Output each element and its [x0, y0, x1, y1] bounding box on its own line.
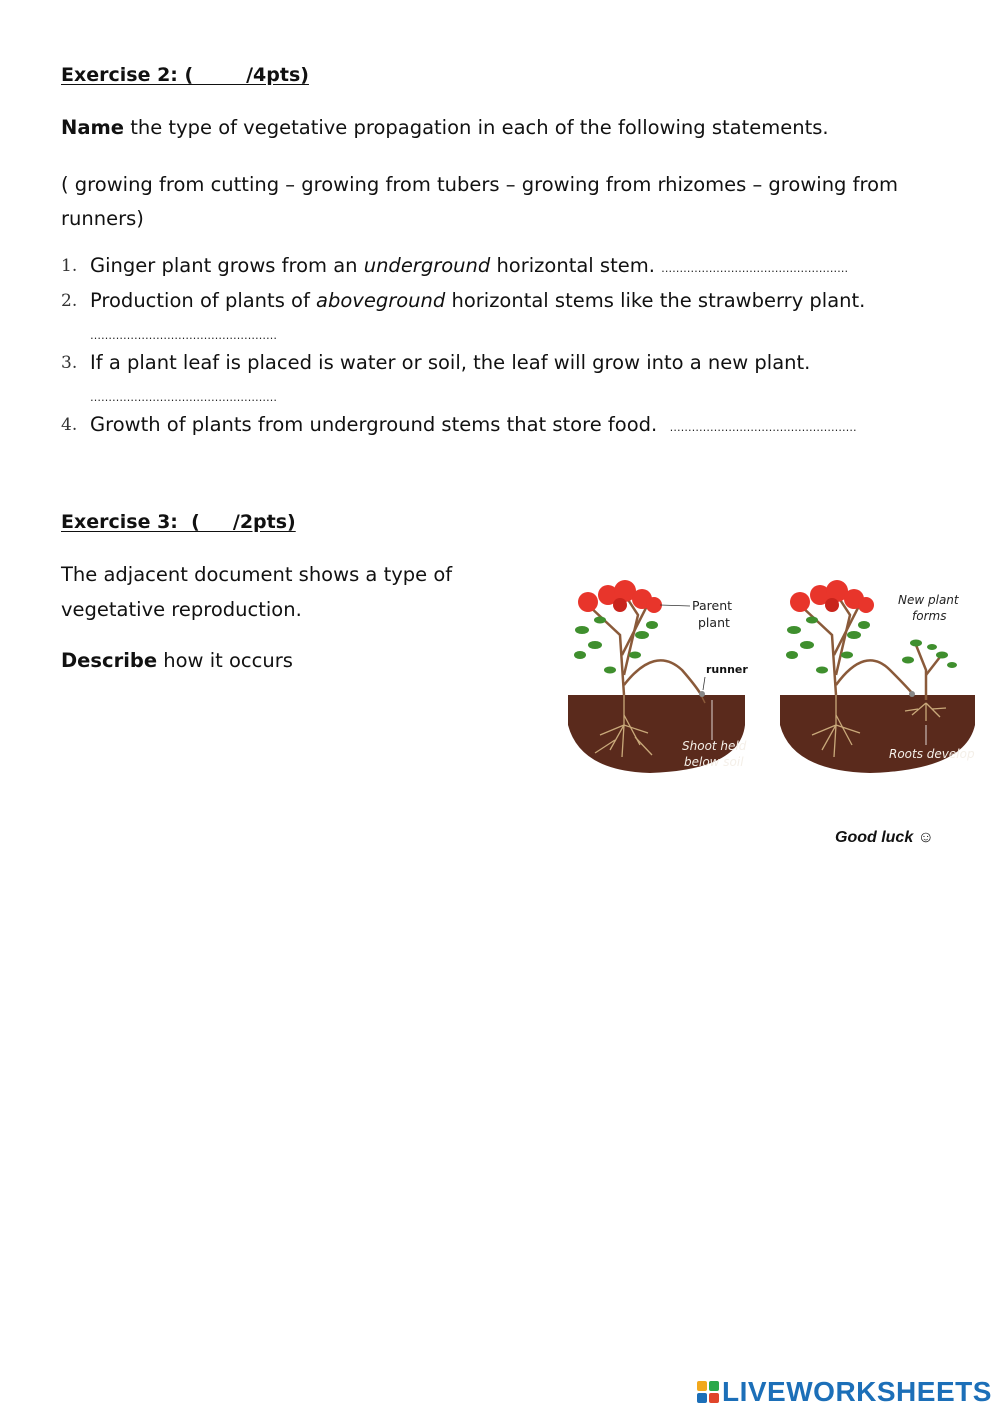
runner-label: runner: [706, 663, 748, 676]
leaves-right: [786, 617, 957, 674]
runner-stem-right: [836, 660, 912, 693]
roots-develop-label: Roots develop: [889, 747, 975, 761]
shoot-label-1: Shoot held: [682, 739, 747, 753]
item-2-emphasis: aboveground: [316, 289, 446, 312]
item-1-text-end: horizontal stem.: [490, 254, 662, 277]
item-2-text-end: horizontal stems like the strawberry plant.: [445, 289, 866, 312]
exercise-3-heading: Exercise 3: ( /2pts): [61, 511, 296, 533]
item-3-statement: If a plant leaf is placed is water or soil, the leaf will grow into a new plant.: [90, 351, 811, 374]
item-2-answer-blank[interactable]: ……………………………………………: [90, 329, 277, 342]
runner-peg-right: [909, 691, 915, 697]
item-4-statement: [90, 412, 857, 441]
item-1-emphasis: underground: [363, 254, 491, 277]
describe-text: how it occurs: [157, 649, 293, 672]
good-luck-note: Good luck ☺: [835, 829, 935, 846]
soil-right: [780, 695, 975, 773]
runner-stem-left: [624, 660, 700, 693]
runner-peg-left: [699, 691, 705, 697]
item-2-number: 2.: [61, 291, 78, 311]
item-1-statement: [90, 253, 848, 282]
item-1-number: 1.: [61, 256, 78, 276]
exercise-3-prompt: [61, 648, 293, 674]
exercise-2-instruction: [61, 115, 829, 141]
item-1-answer-blank[interactable]: ……………………………………………: [661, 262, 849, 275]
new-plant-panel: [780, 580, 975, 773]
item-4-answer-blank[interactable]: ……………………………………………: [669, 421, 857, 434]
runner-pointer: [703, 677, 705, 690]
new-plant-label-2: forms: [912, 609, 947, 623]
parent-pointer: [660, 605, 690, 606]
item-1-text: Ginger plant grows from an: [90, 254, 364, 277]
parent-plant-panel: [568, 580, 748, 773]
logo-text: LIVEWORKSHEETS: [722, 1376, 992, 1407]
instruction-keyword: Name: [61, 116, 125, 139]
flowers-left: [578, 580, 662, 613]
item-3-number: 3.: [61, 353, 78, 373]
item-2-statement: [90, 288, 865, 314]
item-2-text: Production of plants of: [90, 289, 317, 312]
item-4-number: 4.: [61, 415, 78, 435]
liveworksheets-logo[interactable]: [697, 1375, 992, 1409]
shoot-label-2: below soil: [684, 755, 744, 769]
new-plant-label-1: New plant: [898, 593, 959, 607]
exercise-3-line-1: The adjacent document shows a type of: [61, 563, 453, 586]
item-4-text: Growth of plants from underground stems that store food.: [90, 413, 670, 436]
exercise-2-heading: Exercise 2: ( /4pts): [61, 64, 309, 86]
logo-mark-icon: [697, 1381, 719, 1403]
parent-plant-label-2: plant: [698, 615, 730, 630]
flowers-right: [790, 580, 874, 613]
parent-plant-label-1: Parent: [692, 598, 733, 613]
instruction-text: the type of vegetative propagation in each of the following statements.: [124, 116, 829, 139]
exercise-3-line-2: vegetative reproduction.: [61, 598, 302, 621]
stems-left: [588, 595, 705, 703]
answer-options: ( growing from cutting – growing from tubers – growing from rhizomes – growing from runners): [61, 173, 899, 230]
runner-propagation-diagram: [560, 575, 985, 780]
describe-keyword: Describe: [61, 649, 158, 672]
item-3-answer-blank[interactable]: ……………………………………………: [90, 391, 277, 404]
